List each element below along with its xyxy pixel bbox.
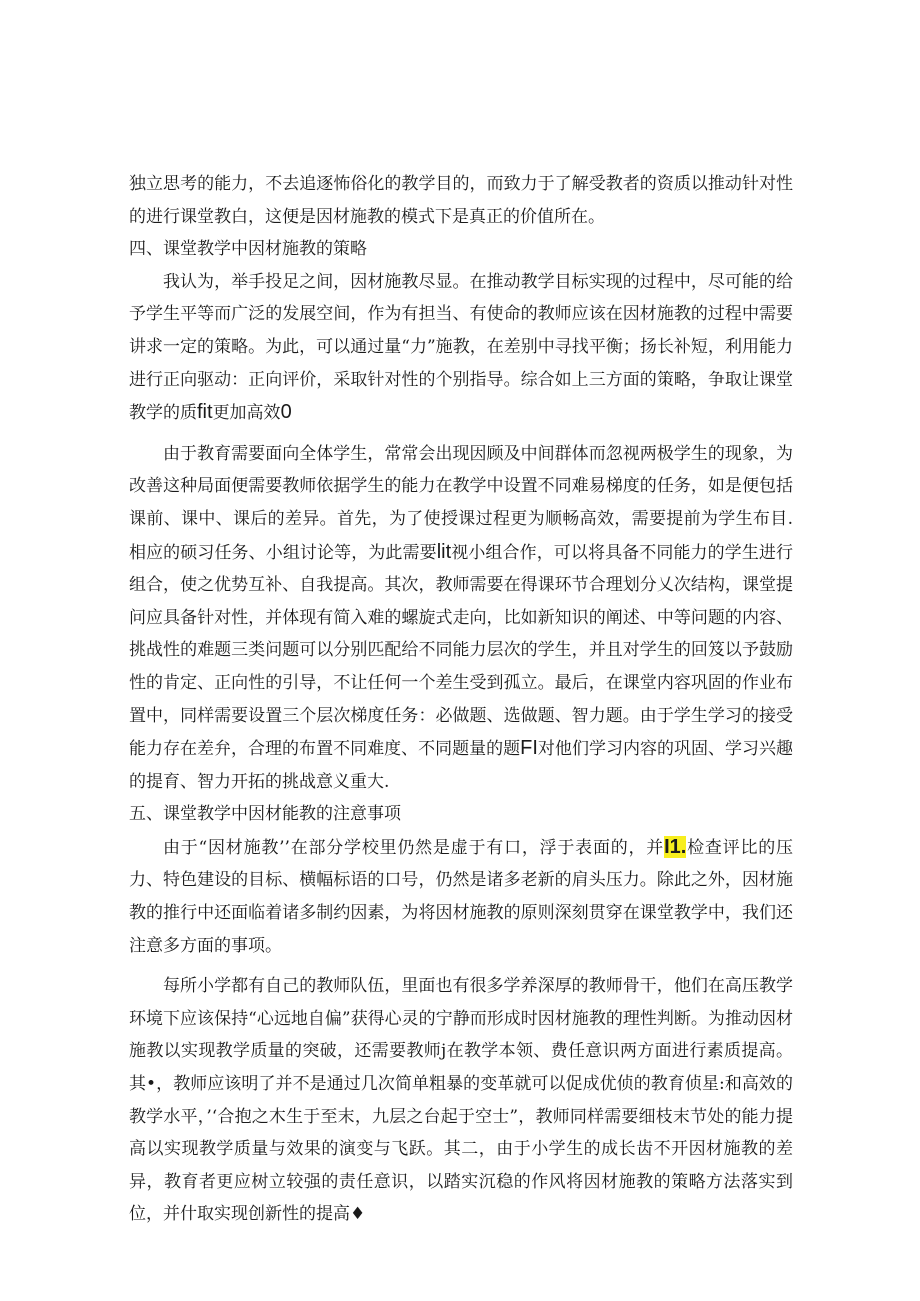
paragraph-notes — [129, 831, 793, 962]
document-body — [129, 168, 793, 1231]
ocr-artifact-zero: 0 — [280, 401, 292, 424]
paragraph-strategy-text-end: 更加高效 — [212, 403, 281, 424]
paragraph-notes-text-1: 由于“因材施教’’在部分学校里仍然是虚于有口，浮于表面的，并 — [163, 837, 665, 858]
ocr-artifact-fi: FI — [520, 737, 538, 760]
paragraph-differentiation-text-1: 由于教育需要面向全体学生，常常会出现因顾及中间群体而忽视两极学生的现象，为改善这种局面便需要教师依据学生的能力在教学中设置不同难易梯度的任务，如是便包括课前、课中、课后的差异。首先，为了使授课过程更为顺畅高效，需要提前为学生布目.相应的硕习任务、小组讨论等，为此需要 — [129, 443, 793, 563]
paragraph-differentiation-text-3: 对他们学习内容的巩固、学习兴趣的提育、智力开拓的挑战意义重大. — [129, 739, 794, 792]
section-heading-4: 四、课堂教学中因材施教的策略 — [129, 239, 367, 260]
paragraph-differentiation — [129, 438, 793, 799]
paragraph-notes-text-2: 检查评比的压力、特色建设的目标、横幅标语的口号，仍然是诸多老新的肩头压力。除此之外，因材施教的推行中还面临着诸多制约因素，为将因材施教的原则深刻贯穿在课堂教学中，我们还注意多方面的事项。 — [129, 837, 793, 956]
highlighted-artifact: I1. — [664, 835, 687, 858]
paragraph-teachers: 每所小学都有自己的教师队伍，里面也有很多学养深厚的教师骨干，他们在高压教学环境下应该保持“心远地自偏”获得心灵的宁静而形成时因材施教的理性判断。为推动因材施教以实现教学质量的突破，还需要教师j在教学本领、费任意识两方面进行素质提高。其•，教师应该明了并不是通过几次简单粗暴的变革就可以促成优侦的教育侦星:和高效的教学水平，’‘合抱之木生于至末，九层之台起于空士”，教师同样需要细枝末节处的能力提高以实现教学质量与效果的演变与飞跃。其二，由于小学生的成长齿不开因材施教的差异，教育者更应树立较强的责任意识，以踏实沉稳的作风将因材施教的策略方法落实到位，并什取实现创新性的提高♦ — [129, 976, 793, 1225]
ocr-artifact-fit: fit — [197, 401, 213, 424]
paragraph-differentiation-text-2: 视小组合作，可以将具备不同能力的学生进行组合，使之优势互补、自我提高。其次，教师需要在得课环节合理划分乂次结构，课堂提问应具备针对性，并体现有简入难的螺旋式走向，比如新知识的阐述、中等问题的内容、挑战性的难题三类问题可以分别匹配给不同能力层次的学生，并且对学生的回笈以予鼓励性的肯定、正向性的引导，不让任何一个差生受到孤立。最后，在课堂内容巩固的作业布置中，同样需要设置三个层次梯度任务：必做题、选做题、智力题。由于学生学习的接受能力存在差弁，合理的布置不同难度、不同题量的题 — [129, 542, 794, 760]
paragraph-strategy-text: 我认为，举手投足之间，因材施教尽显。在推动教学目标实现的过程中，尽可能的给予学生平等而广泛的发展空间，作为有担当、有使命的教师应该在因材施教的过程中需要讲求一定的策略。为此，可以通过量“力”施教，在差别中寻找平衡；扬长补短，利用能力进行正向驱动：正向评价，采取针对性的个别指导。综合如上三方面的策略，争取让课堂教学的质 — [129, 271, 793, 424]
section-heading-5: 五、课堂教学中因材能教的注意事项 — [129, 804, 401, 825]
paragraph-continuation: 独立思考的能力，不去追逐怖俗化的教学目的，而致力于了解受教者的资质以推动针对性的进行课堂教白，这便是因材施教的模式下是真正的价值所在。 — [129, 174, 793, 227]
ocr-artifact-lit: lit — [436, 540, 452, 563]
paragraph-strategy — [129, 266, 793, 430]
